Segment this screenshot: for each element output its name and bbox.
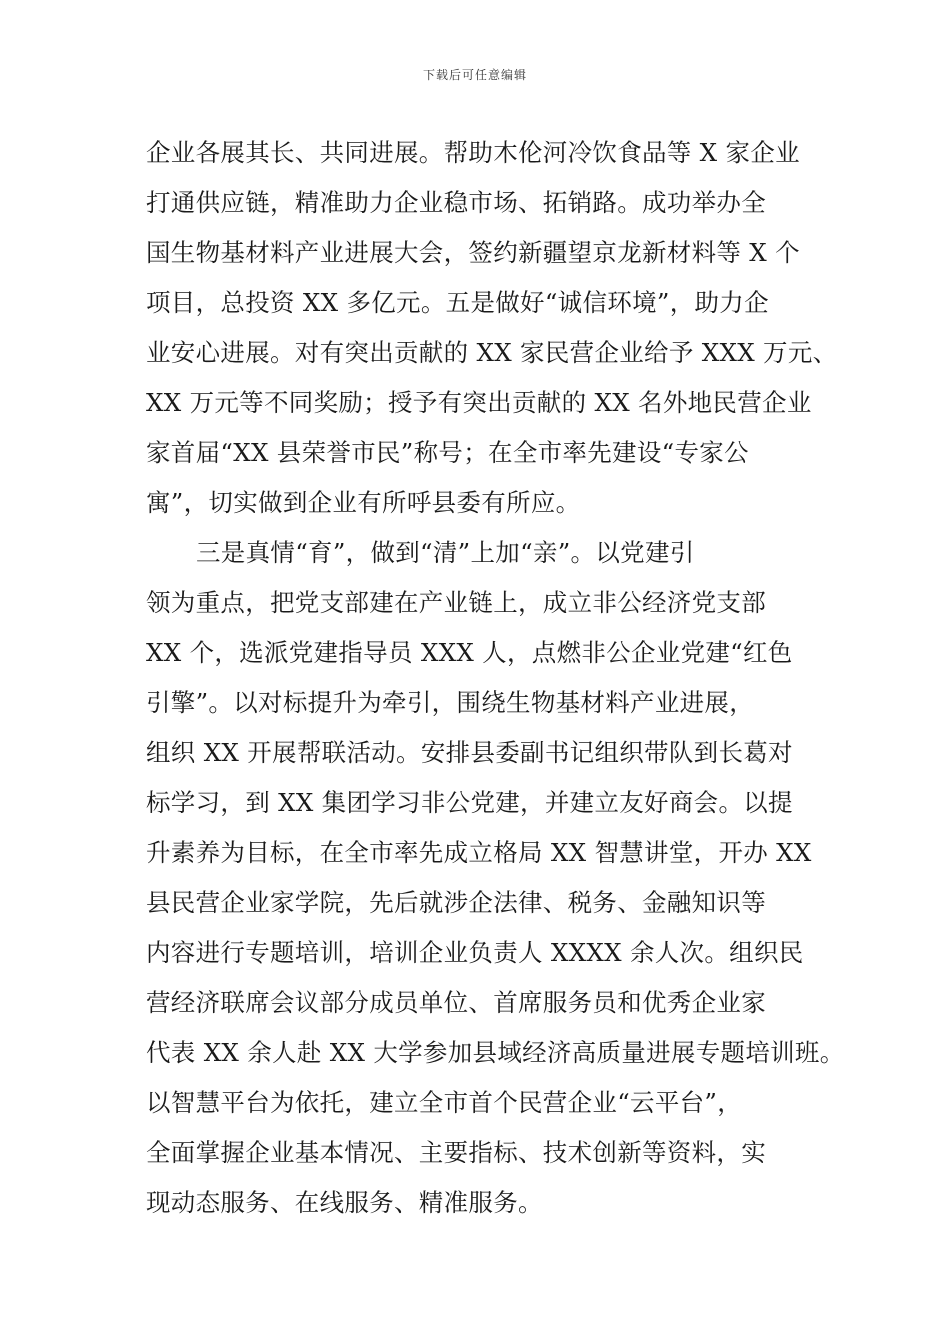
text-line: 以智慧平台为依托，建立全市首个民营企业“云平台”， [146,1088,743,1117]
text-line: 家首届“XX 县荣誉市民”称号；在全市率先建设“专家公 [146,438,749,467]
page-header: 下载后可任意编辑 [422,68,527,82]
text-line: 三是真情“育”，做到“清”上加“亲”。以党建引 [196,538,695,567]
paragraph-1 [146,128,838,528]
text-line: 代表 XX 余人赴 XX 大学参加县域经济高质量进展专题培训班。 [146,1038,845,1067]
text-line: 业安心进展。对有突出贡献的 XX 家民营企业给予 XXX 万元、 [146,338,838,367]
text-line: XX 个，选派党建指导员 XXX 人，点燃非公企业党建“红色 [146,638,793,667]
text-line: 全面掌握企业基本情况、主要指标、技术创新等资料，实 [146,1138,766,1167]
text-line: 升素养为目标，在全市率先成立格局 XX 智慧讲堂，开办 XX [146,838,812,867]
text-line: 领为重点，把党支部建在产业链上，成立非公经济党支部 [146,588,766,617]
text-line: 现动态服务、在线服务、精准服务。 [146,1188,543,1217]
text-line: 寓”，切实做到企业有所呼县委有所应。 [146,488,581,517]
text-line: 引擎”。以对标提升为牵引，围绕生物基材料产业进展， [146,688,755,717]
text-line: 标学习，到 XX 集团学习非公党建，并建立友好商会。以提 [146,788,793,817]
document-body [146,128,845,1228]
text-line: 项目，总投资 XX 多亿元。五是做好“诚信环境”，助力企 [146,288,769,317]
text-line: 组织 XX 开展帮联活动。安排县委副书记组织带队到长葛对 [146,738,793,767]
paragraph-2 [146,528,845,1228]
text-line: 县民营企业家学院，先后就涉企法律、税务、金融知识等 [146,888,766,917]
text-line: 营经济联席会议部分成员单位、首席服务员和优秀企业家 [146,988,766,1017]
text-line: 国生物基材料产业进展大会，签约新疆望京龙新材料等 X 个 [146,238,800,267]
text-line: 企业各展其长、共同进展。帮助木伦河冷饮食品等 X 家企业 [146,138,800,167]
text-line: 内容进行专题培训，培训企业负责人 XXXX 余人次。组织民 [146,938,804,967]
text-line: XX 万元等不同奖励；授予有突出贡献的 XX 名外地民营企业 [146,388,812,417]
text-line: 打通供应链，精准助力企业稳市场、拓销路。成功举办全 [146,188,766,217]
